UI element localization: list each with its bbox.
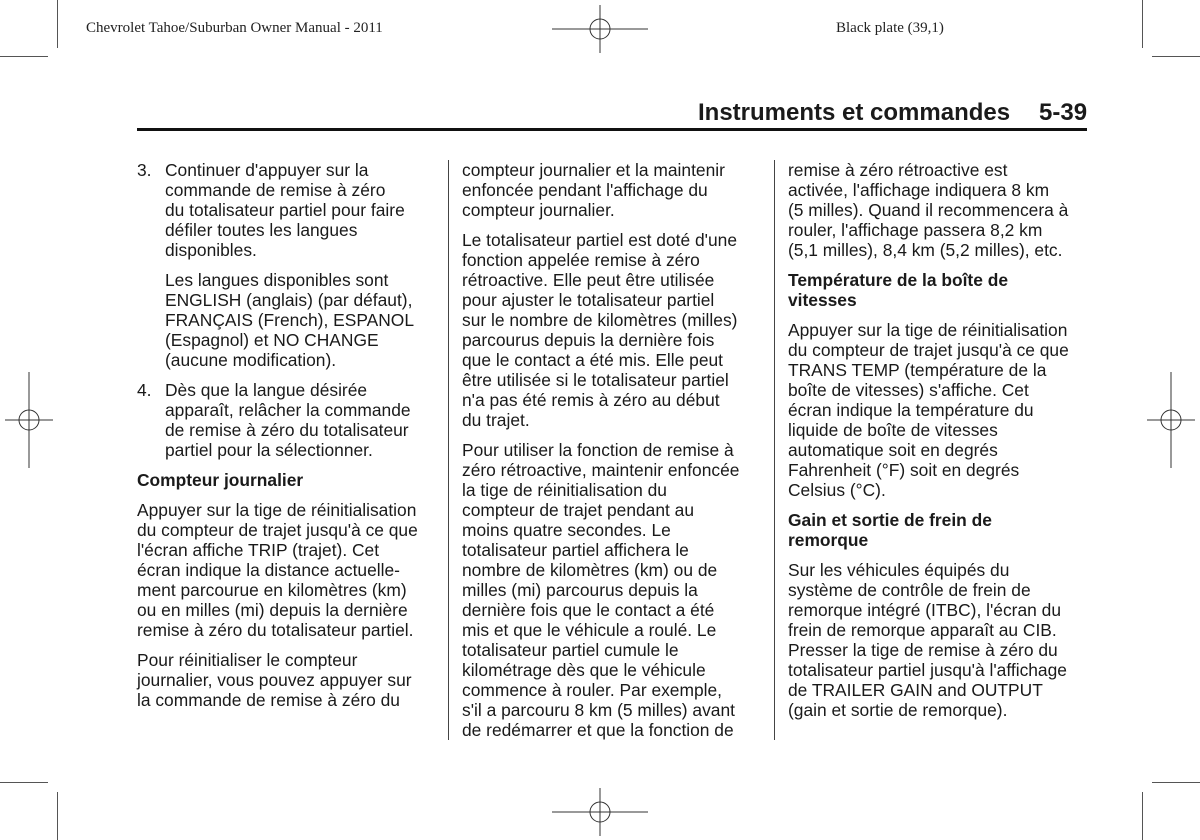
text-line: de remise à zéro du totalisateur [165, 420, 409, 440]
text-line: zéro rétroactive, maintenir enfoncée [462, 460, 740, 480]
paragraph [788, 320, 1088, 500]
text-line: dernière fois que le contact a été [462, 600, 715, 620]
text-line: (5,1 milles), 8,4 km (5,2 milles), etc. [788, 240, 1063, 260]
section-title: Instruments et commandes [698, 99, 1011, 126]
text-line: Celsius (°C). [788, 480, 886, 500]
text-line: Pour réinitialiser le compteur [137, 650, 358, 670]
text-line: liquide de boîte de vitesses [788, 420, 998, 440]
text-line: écran indique la distance actuelle- [137, 560, 400, 580]
text-line: Température de la boîte de [788, 270, 1009, 290]
text-line: (aucune modification). [165, 350, 337, 370]
text-line: totalisateur partiel affichera le [462, 540, 689, 560]
title-rule [137, 128, 1087, 131]
text-line: Les langues disponibles sont [165, 270, 389, 290]
column-divider-2 [774, 160, 775, 740]
text-line: rétroactive. Elle peut être utilisée [462, 270, 715, 290]
list-number: 4. [137, 380, 152, 400]
list-number: 3. [137, 160, 152, 180]
text-line: compteur de trajet pendant au [462, 500, 695, 520]
text-line: vitesses [788, 290, 857, 310]
text-line: défiler toutes les langues [165, 220, 358, 240]
text-line: totalisateur partiel jusqu'à l'affichage [788, 660, 1067, 680]
subheading: Compteur journalier [137, 470, 304, 490]
crop-mark-bottom-right-v [1142, 792, 1143, 840]
text-line: (gain et sortie de remorque). [788, 700, 1008, 720]
text-line: Continuer d'appuyer sur la [165, 160, 369, 180]
text-line: disponibles. [165, 240, 257, 260]
text-line: milles (mi) parcourus depuis la [462, 580, 698, 600]
registration-mark-top-icon [552, 5, 648, 53]
text-line: compteur journalier et la maintenir [462, 160, 725, 180]
paragraph [788, 160, 1088, 260]
text-line: mis et que le véhicule a roulé. Le [462, 620, 717, 640]
text-line: fonction appelée remise à zéro [462, 250, 700, 270]
paragraph [137, 650, 437, 710]
text-line: automatique soit en degrés [788, 440, 998, 460]
text-line: du totalisateur partiel pour faire [165, 200, 405, 220]
text-line: sur le nombre de kilomètres (milles) [462, 310, 738, 330]
list-item-4 [137, 380, 437, 460]
text-line: que le contact a été mis. Elle peut [462, 350, 724, 370]
registration-mark-left-icon [5, 372, 53, 468]
crop-mark-bottom-left-v [57, 792, 58, 840]
column-2 [462, 160, 762, 750]
text-line: boîte de vitesses) s'affiche. Cet [788, 380, 1029, 400]
paragraph [462, 230, 762, 430]
text-line: ment parcourue en kilomètres (km) [137, 580, 407, 600]
text-line: Le totalisateur partiel est doté d'une [462, 230, 737, 250]
text-line: journalier, vous pouvez appuyer sur [137, 670, 412, 690]
registration-mark-bottom-icon [552, 788, 648, 836]
text-line: commande de remise à zéro [165, 180, 386, 200]
crop-mark-top-right-v [1142, 0, 1143, 48]
registration-mark-right-icon [1147, 372, 1195, 468]
paragraph [462, 160, 762, 220]
text-line: système de contrôle de frein de [788, 580, 1031, 600]
text-line: de redémarrer et que la fonction de [462, 720, 734, 740]
text-line: la tige de réinitialisation du [462, 480, 667, 500]
paragraph [137, 500, 437, 640]
text-line: l'écran affiche TRIP (trajet). Cet [137, 540, 380, 560]
plate-label: Black plate (39,1) [836, 20, 944, 36]
text-line: Pour utiliser la fonction de remise à [462, 440, 734, 460]
text-line: kilométrage dès que le véhicule [462, 660, 706, 680]
text-line: ENGLISH (anglais) (par défaut), [165, 290, 413, 310]
text-line: Appuyer sur la tige de réinitialisation [137, 500, 417, 520]
crop-mark-top-left-h [0, 56, 48, 57]
crop-mark-bottom-right-h [1152, 782, 1200, 783]
column-1 [137, 160, 437, 720]
text-line: Gain et sortie de frein de [788, 510, 992, 530]
text-line: ou en milles (mi) depuis la dernière [137, 600, 408, 620]
text-line: FRANÇAIS (French), ESPANOL [165, 310, 414, 330]
crop-mark-bottom-left-h [0, 782, 48, 783]
text-line: Presser la tige de remise à zéro du [788, 640, 1058, 660]
text-line: TRANS TEMP (température de la [788, 360, 1047, 380]
text-line: Sur les véhicules équipés du [788, 560, 1010, 580]
text-line: moins quatre secondes. Le [462, 520, 671, 540]
text-line: apparaît, relâcher la commande [165, 400, 411, 420]
column-divider-1 [448, 160, 449, 740]
crop-mark-top-right-h [1152, 56, 1200, 57]
list-item-3 [137, 160, 437, 260]
manual-title: Chevrolet Tahoe/Suburban Owner Manual - 2011 [86, 20, 383, 36]
text-line: écran indique la température du [788, 400, 1034, 420]
text-line: remise à zéro du totalisateur partiel. [137, 620, 414, 640]
text-line: commence à rouler. Par exemple, [462, 680, 723, 700]
text-line: compteur journalier. [462, 200, 615, 220]
text-line: activée, l'affichage indiquera 8 km [788, 180, 1050, 200]
text-line: du compteur de trajet jusqu'à ce que [137, 520, 418, 540]
text-line: être utilisée si le totalisateur partiel [462, 370, 729, 390]
text-line: pour ajuster le totalisateur partiel [462, 290, 715, 310]
text-line: du trajet. [462, 410, 530, 430]
paragraph [462, 440, 762, 740]
text-line: Fahrenheit (°F) soit en degrés [788, 460, 1020, 480]
text-line: la commande de remise à zéro du [137, 690, 400, 710]
text-line: parcourus depuis la dernière fois [462, 330, 715, 350]
text-line: (5 milles). Quand il recommencera à [788, 200, 1069, 220]
text-line: Dès que la langue désirée [165, 380, 368, 400]
list-item-3-note [137, 270, 437, 370]
subheading [788, 510, 1088, 550]
text-line: (Espagnol) et NO CHANGE [165, 330, 379, 350]
text-line: frein de remorque apparaît au CIB. [788, 620, 1057, 640]
text-line: nombre de kilomètres (km) ou de [462, 560, 718, 580]
text-line: remorque [788, 530, 869, 550]
subheading [788, 270, 1088, 310]
text-line: de TRAILER GAIN and OUTPUT [788, 680, 1043, 700]
text-line: enfoncée pendant l'affichage du [462, 180, 708, 200]
text-line: partiel pour la sélectionner. [165, 440, 373, 460]
crop-mark-top-left-v [57, 0, 58, 48]
text-line: Appuyer sur la tige de réinitialisation [788, 320, 1068, 340]
text-line: n'a pas été remis à zéro au début [462, 390, 720, 410]
text-line: du compteur de trajet jusqu'à ce que [788, 340, 1069, 360]
text-line: rouler, l'affichage passera 8,2 km [788, 220, 1043, 240]
text-line: s'il a parcouru 8 km (5 milles) avant [462, 700, 735, 720]
paragraph [788, 560, 1088, 720]
column-3 [788, 160, 1088, 730]
text-line: totalisateur partiel cumule le [462, 640, 679, 660]
page-number: 5-39 [1039, 99, 1088, 126]
text-line: remorque intégré (ITBC), l'écran du [788, 600, 1061, 620]
text-line: remise à zéro rétroactive est [788, 160, 1008, 180]
